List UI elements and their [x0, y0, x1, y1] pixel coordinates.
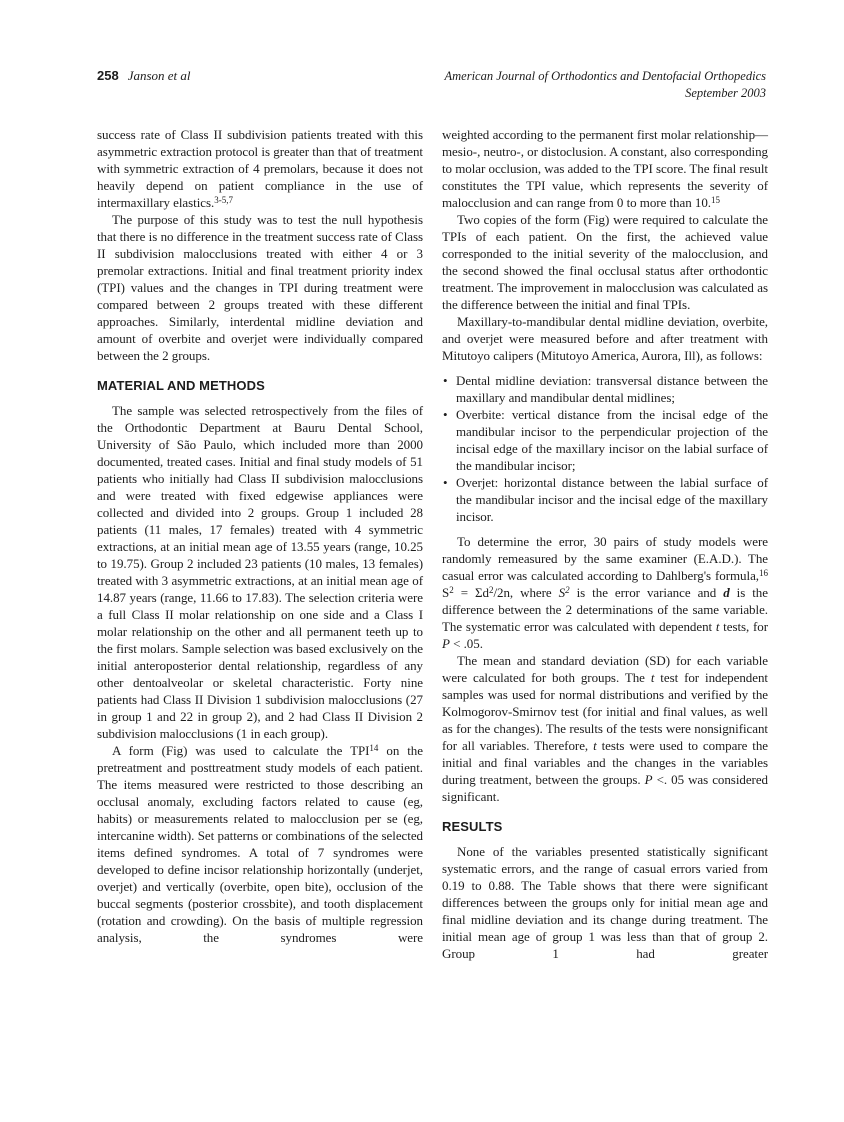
paragraph: The sample was selected retrospectively from the files of the Orthodontic Department at Bauru Dental School, University of São Paulo, which included more than 2000 documented, treated cases. Initial and final study models of 51 patients who initially had Class II subdivision malocclusions and were treated with fixed edgewise appliances were collected and divided into 2 groups. Group 1 included 28 patients (11 males, 17 females) treated with 4 symmetric extractions, at an initial mean age of 13.55 years (range, 10.25 to 19.75). Group 2 included 23 patients (10 males, 13 females) treated with 3 asymmetric extractions, at an initial mean age of 14.87 years (range, 11.66 to 17.83). The selection criteria were a full Class II molar relationship on one side and a Class I molar relationship on the other and all permanent teeth up to the first molars. Sample selection was based exclusively on the initial anteroposterior dental relationship, regardless of any other dentoalveolar or skeletal characteristic. Forty nine patients had Class II Division 1 subdivision malocclusions (27 in group 1 and 22 in group 2), and 2 had Class II Division 2 subdivision malocclusions (1 in each group).	[97, 403, 423, 741]
running-header-right	[445, 68, 767, 102]
bullet-item: • Overbite: vertical distance from the incisal edge of the mandibular incisor to the perpendicular projection of the incisal edge of the maxillary incisor on the labial surface of the mandibular incisor;	[442, 406, 768, 474]
bullet-list	[442, 372, 768, 525]
bullet-item: • Dental midline deviation: transversal distance between the maxillary and mandibular dental midlines;	[442, 372, 768, 406]
running-authors: Janson et al	[127, 68, 191, 83]
page-number: 258	[97, 68, 119, 83]
section-heading: RESULTS	[442, 819, 503, 834]
paragraph: A form (Fig) was used to calculate the TPI$^{14}$ on the pretreatment and posttreatment study models of each patient. The items measured were restricted to those describing an occlusal anomaly, excluding factors related to cause (eg, habits) or measurements related to malocclusion per se (eg, intercanine width). Set patterns or combinations of the selected items defined syndromes. A total of 7 syndromes were developed to define incisor relationship horizontally (underjet, overjet) and vertically (overbite, open bite), occlusion of the buccal segments (posterior crossbite), and tooth displacement (rotation and crowding). On the basis of multiple regression analysis, the syndromes were	[97, 743, 423, 945]
bullet-item: • Overjet: horizontal distance between the labial surface of the mandibular incisor and the incisal edge of the maxillary incisor.	[442, 474, 768, 525]
paragraph: None of the variables presented statistically significant systematic errors, and the range of casual errors varied from 0.19 to 0.88. The Table shows that there were significant differences between the groups only for initial mean age and final midline deviation and its change during treatment. The initial mean age of group 1 was less than that of group 2. Group 1 had greater	[442, 844, 768, 961]
column-left	[97, 126, 423, 962]
paragraph: The purpose of this study was to test the null hypothesis that there is no difference in the treatment success rate of Class II subdivision malocclusions treated with either 4 or 3 premolar extractions. Initial and final treatment priority index (TPI) values and the changes in TPI during treatment were compared between 2 groups treated with these different approaches. Similarly, interdental midline deviation and amount of overbite and overjet were individually compared between the 2 groups.	[97, 212, 423, 363]
issue-date: September 2003	[685, 86, 766, 100]
paragraph: The mean and standard deviation (SD) for each variable were calculated for both groups. The t test for independent samples was used for normal distributions and verified by the Kolmogorov-Smirnov test (for initial and final values, as well as for the changes). The results of the tests were nonsignificant for all variables. Therefore, t tests were used to compare the initial and final variables and the changes in the variables during treatment, between the groups. P <. 05 was considered significant.	[442, 653, 768, 804]
paragraph: Maxillary-to-mandibular dental midline deviation, overbite, and overjet were measured before and after treatment with Mitutoyo calipers (Mitutoyo America, Aurora, Ill), as follows:	[442, 314, 768, 363]
journal-title: American Journal of Orthodontics and Dentofacial Orthopedics	[444, 69, 766, 83]
paragraph: Two copies of the form (Fig) were required to calculate the TPIs of each patient. On the first, the achieved value corresponded to the initial severity of the malocclusion, and the second showed the final occlusal status after orthodontic treatment. The improvement in malocclusion was calculated as the difference between the initial and final TPIs.	[442, 212, 768, 312]
running-header-left	[97, 68, 191, 84]
paragraph: To determine the error, 30 pairs of study models were randomly remeasured by the same examiner (E.A.D.). The casual error was calculated according to Dahlberg's formula,$^{16}$ $S^2 = \Sigma d^2/2n$, where $S^2$ is the error variance and d is the difference between the 2 determinations of the same variable. The systematic error was calculated with dependent t tests, for P < .05.	[442, 534, 768, 651]
column-right	[442, 126, 768, 962]
body-columns	[97, 126, 768, 962]
paragraph: weighted according to the permanent first molar relationship—mesio-, neutro-, or distoclusion. A constant, also corresponding to molar occlusion, was added to the TPI score. The final result constitutes the TPI value, which represents the severity of malocclusion and can range from 0 to more than 10.15	[442, 127, 768, 210]
section-heading: MATERIAL AND METHODS	[97, 378, 265, 393]
running-header	[97, 68, 766, 102]
paragraph: success rate of Class II subdivision patients treated with this asymmetric extraction protocol is greater than that of treatment with symmetric extraction of 4 premolars, because it does not heavily depend on patient compliance in the use of intermaxillary elastics.$^{3-5,7}$	[97, 127, 423, 210]
